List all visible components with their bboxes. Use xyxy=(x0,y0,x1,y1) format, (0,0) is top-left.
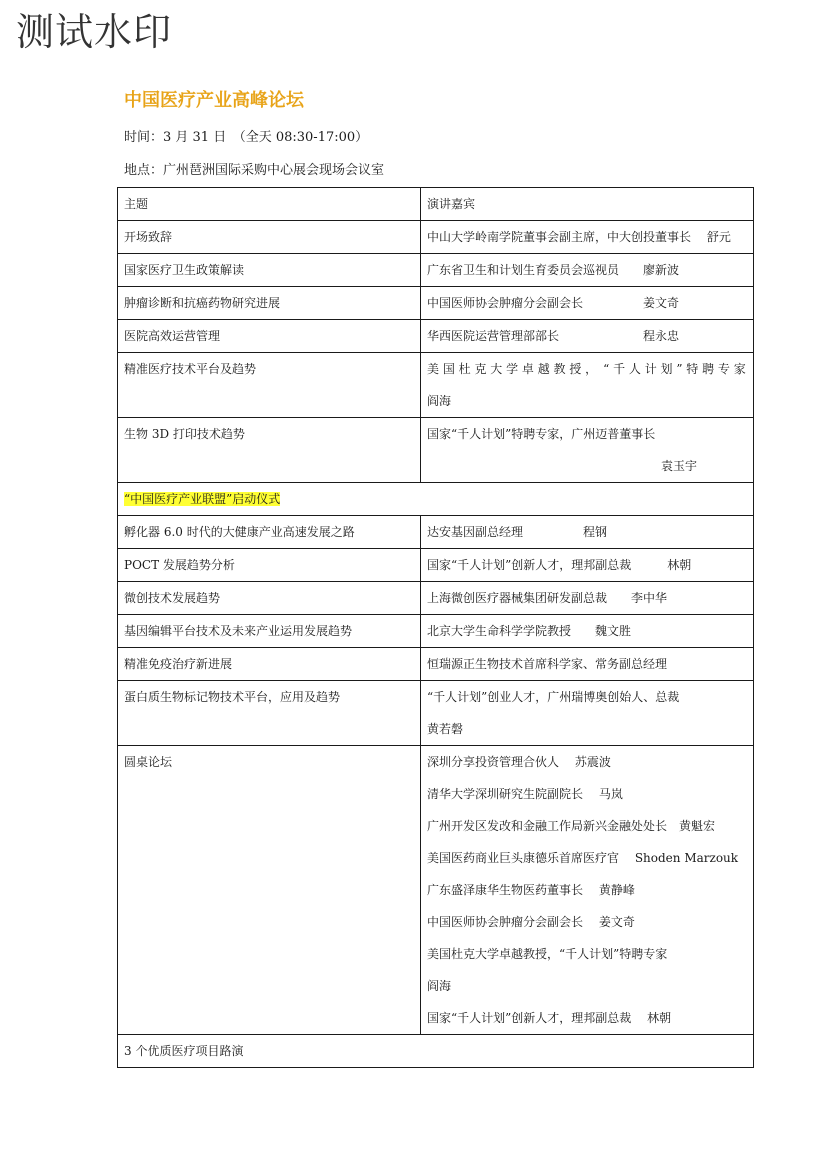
row-topic: 孵化器 6.0 时代的大健康产业高速发展之路 xyxy=(118,516,421,549)
table-row xyxy=(118,516,754,549)
row-speaker: 达安基因副总经理 程钢 xyxy=(421,516,754,549)
table-row xyxy=(118,615,754,648)
table-row xyxy=(118,549,754,582)
row-speaker: 华西医院运营管理部部长 程永忠 xyxy=(421,320,754,353)
table-row xyxy=(118,418,754,483)
speaker-line: 美国杜克大学卓越教授，“千人计划”特聘专家 xyxy=(427,947,668,961)
header-topic: 主题 xyxy=(118,188,421,221)
row-topic: 国家医疗卫生政策解读 xyxy=(118,254,421,287)
row-speaker: 中国医师协会肿瘤分会副会长 姜文奇 xyxy=(421,287,754,320)
row-speaker: 广东省卫生和计划生育委员会巡视员 廖新波 xyxy=(421,254,754,287)
speaker-line: 国家“千人计划”创新人才，理邦副总裁 林朝 xyxy=(427,1011,672,1025)
table-row xyxy=(118,287,754,320)
row-speaker xyxy=(421,681,754,746)
row-speaker: 中山大学岭南学院董事会副主席，中大创投董事长 舒元 xyxy=(421,221,754,254)
final-cell: 3 个优质医疗项目路演 xyxy=(118,1035,754,1068)
speaker-line: “千人计划”创业人才，广州瑞博奥创始人、总裁 xyxy=(427,690,680,704)
row-speaker: 国家“千人计划”创新人才，理邦副总裁 林朝 xyxy=(421,549,754,582)
row-speaker xyxy=(421,418,754,483)
speaker-line: 国家“千人计划”特聘专家，广州迈普董事长 xyxy=(427,427,656,441)
page-title: 中国医疗产业高峰论坛 xyxy=(124,90,304,111)
table-row xyxy=(118,582,754,615)
ceremony-text: “中国医疗产业联盟”启动仪式 xyxy=(124,492,281,506)
speaker-line: 清华大学深圳研究生院副院长 马岚 xyxy=(427,787,623,801)
row-topic: 精准免疫治疗新进展 xyxy=(118,648,421,681)
row-topic: 基因编辑平台技术及未来产业运用发展趋势 xyxy=(118,615,421,648)
row-topic: 肿瘤诊断和抗癌药物研究进展 xyxy=(118,287,421,320)
speaker-line: 阎海 xyxy=(427,394,452,408)
event-time: 时间：3 月 31 日 （全天 08:30-17:00） xyxy=(124,130,369,145)
speaker-line: 深圳分享投资管理合伙人 苏震波 xyxy=(427,755,611,769)
table-row xyxy=(118,648,754,681)
event-place: 地点：广州琶洲国际采购中心展会现场会议室 xyxy=(124,163,385,178)
header-speaker: 演讲嘉宾 xyxy=(421,188,754,221)
row-topic: 开场致辞 xyxy=(118,221,421,254)
speaker-line: 中国医师协会肿瘤分会副会长 姜文奇 xyxy=(427,915,635,929)
table-row xyxy=(118,681,754,746)
table-header-row xyxy=(118,188,754,221)
table-row xyxy=(118,353,754,418)
row-speaker xyxy=(421,353,754,418)
speaker-line: 袁玉宇 xyxy=(660,459,697,473)
speaker-line: 广东盛泽康华生物医药董事长 黄静峰 xyxy=(427,883,635,897)
row-topic: POCT 发展趋势分析 xyxy=(118,549,421,582)
row-topic: 精准医疗技术平台及趋势 xyxy=(118,353,421,418)
table-row xyxy=(118,320,754,353)
row-topic: 蛋白质生物标记物技术平台，应用及趋势 xyxy=(118,681,421,746)
row-speaker: 恒瑞源正生物技术首席科学家、常务副总经理 xyxy=(421,648,754,681)
speaker-line: 美国医药商业巨头康德乐首席医疗官 Shoden Marzouk xyxy=(427,851,739,865)
row-topic: 微创技术发展趋势 xyxy=(118,582,421,615)
row-speaker: 北京大学生命科学学院教授 魏文胜 xyxy=(421,615,754,648)
ceremony-row xyxy=(118,483,754,516)
roundtable-speakers xyxy=(421,746,754,1035)
agenda-table xyxy=(117,187,754,1068)
table-row xyxy=(118,221,754,254)
ceremony-cell xyxy=(118,483,754,516)
table-row xyxy=(118,254,754,287)
speaker-line: 阎海 xyxy=(427,979,452,993)
speaker-line: 广州开发区发改和金融工作局新兴金融处处长 黄魁宏 xyxy=(427,819,716,833)
speaker-line: 美 国 杜 克 大 学 卓 越 教 授 ， “ 千 人 计 划 ” 特 聘 专 家 xyxy=(427,362,746,376)
row-speaker: 上海微创医疗器械集团研发副总裁 李中华 xyxy=(421,582,754,615)
row-topic: 生物 3D 打印技术趋势 xyxy=(118,418,421,483)
watermark: 测试水印 xyxy=(16,10,173,54)
speaker-line: 黄若磐 xyxy=(427,722,464,736)
row-topic: 圆桌论坛 xyxy=(118,746,421,1035)
row-topic: 医院高效运营管理 xyxy=(118,320,421,353)
roundtable-row xyxy=(118,746,754,1035)
final-row xyxy=(118,1035,754,1068)
